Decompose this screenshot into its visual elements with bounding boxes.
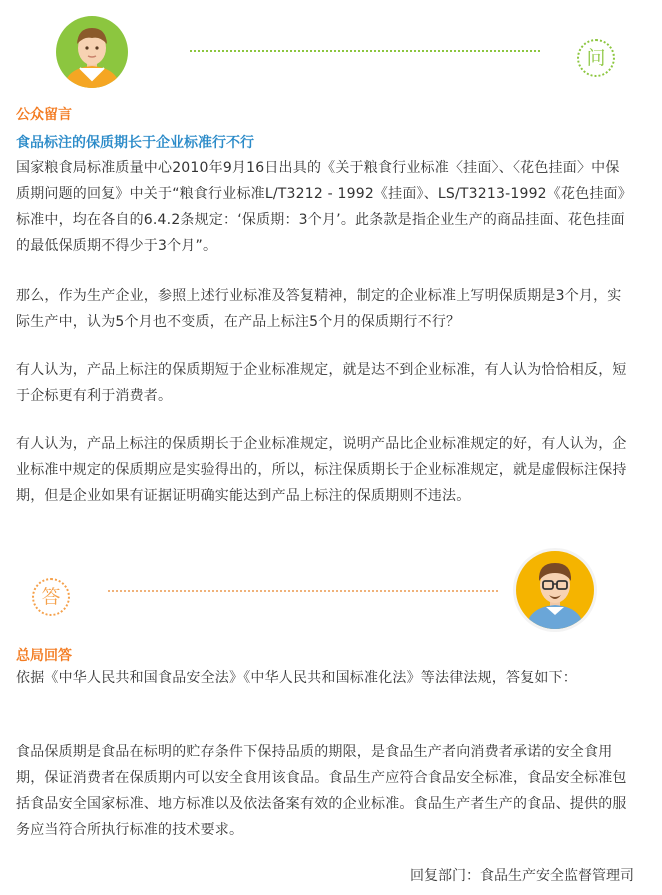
answer-paragraph-2: 食品保质期是食品在标明的贮存条件下保持品质的期限，是食品生产者向消费者承诺的安全食用期，保证消费者在保质期内可以安全食用该食品。食品生产应符合食品安全标准，食品安全标准包括食品安全国家标准、地方标准以及依法备案有效的企业标准。食品生产者生产的食品、提供的服务应当符合所执行标准的技术要求。 (16, 744, 627, 838)
question-title: 食品标注的保质期长于企业标准行不行 (16, 135, 254, 151)
question-paragraph-3: 有人认为，产品上标注的保质期短于企业标准规定，就是达不到企业标准，有人认为恰恰相反，短于企标更有利于消费者。 (16, 362, 627, 404)
asker-avatar (56, 16, 128, 88)
question-paragraph-1: 国家粮食局标准质量中心2010年9月16日出具的《关于粮食行业标准〈挂面〉、〈花色挂面〉中保质期问题的回复》中关于“粮食行业标准L/T3212 - 1992《挂面》、LS/T3213-1992《花色挂面》标准中，均在各自的6.4.2条规定：‘保质期：3个月’。此条款是指企业生产的商品挂面、花色挂面的最低保质期不得少于3个月”。 (16, 160, 632, 254)
divider-dotted (190, 50, 540, 52)
divider-dotted (108, 590, 498, 592)
answer-icon: 答 (32, 578, 70, 616)
responder-avatar (516, 551, 594, 629)
answer-label: 总局回答 (16, 648, 72, 664)
question-label: 公众留言 (16, 107, 72, 123)
question-paragraph-2: 那么，作为生产企业，参照上述行业标准及答复精神，制定的企业标准上写明保质期是3个月，实际生产中，认为5个月也不变质，在产品上标注5个月的保质期行不行？ (16, 288, 622, 330)
question-paragraph-4: 有人认为，产品上标注的保质期长于企业标准规定，说明产品比企业标准规定的好，有人认为，企业标准中规定的保质期应是实验得出的，所以，标注保质期长于企业标准规定，就是虚假标注保持期，但是企业如果有证据证明确实能达到产品上标注的保质期则不违法。 (16, 436, 627, 504)
reply-department: 回复部门：食品生产安全监督管理司 (410, 868, 634, 884)
person-icon (516, 551, 594, 629)
person-icon (56, 16, 128, 88)
question-icon: 问 (577, 39, 615, 77)
answer-paragraph-1: 依据《中华人民共和国食品安全法》《中华人民共和国标准化法》等法律法规，答复如下： (16, 670, 577, 686)
